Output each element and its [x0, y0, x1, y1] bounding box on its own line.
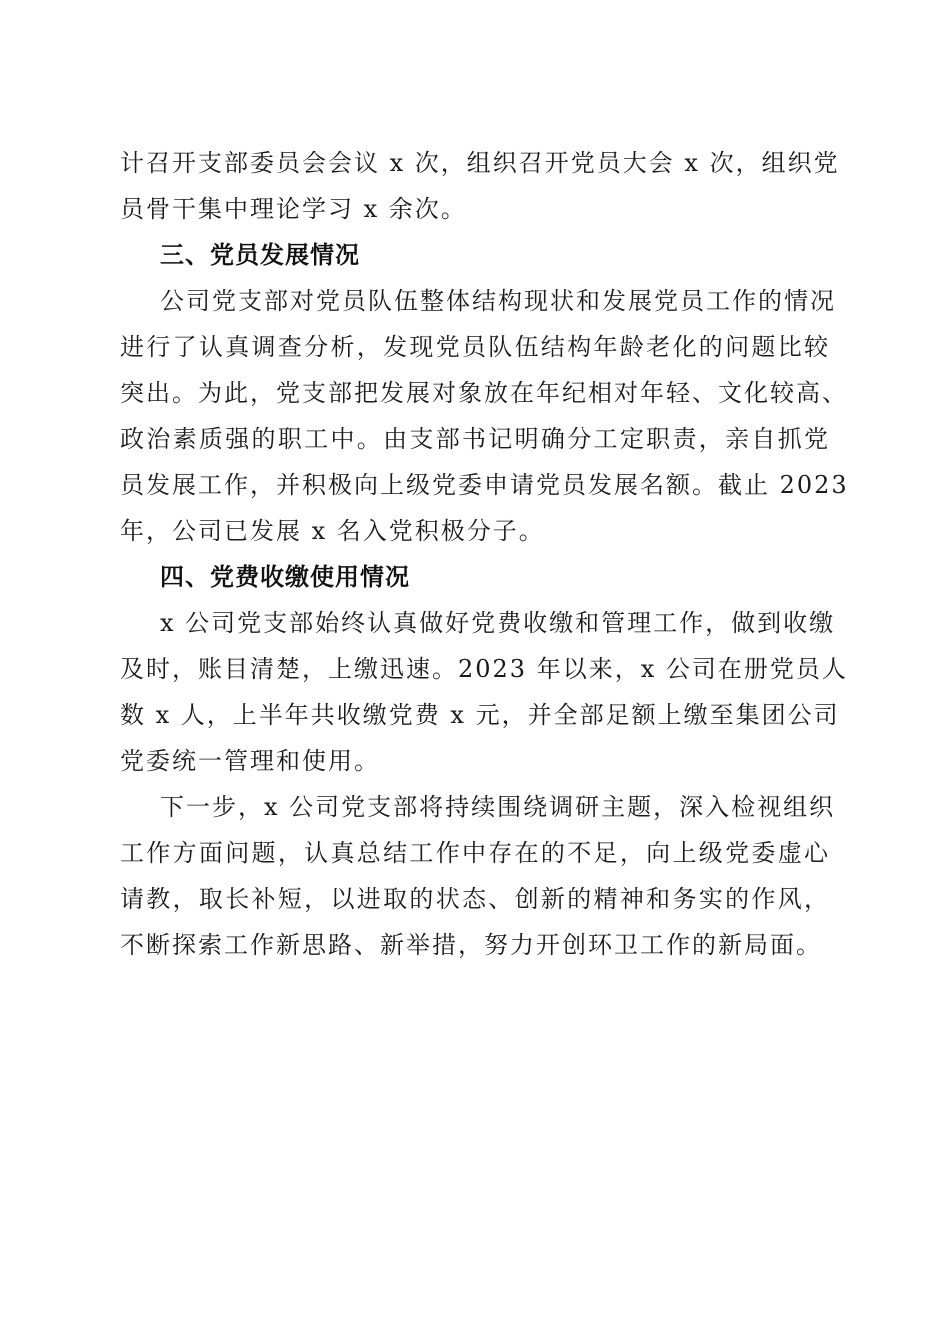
text-line: 数 x 人，上半年共收缴党费 x 元，并全部足额上缴至集团公司: [120, 701, 840, 729]
section-heading-party-dues: 四、党费收缴使用情况: [160, 563, 410, 591]
text-line: 突出。为此，党支部把发展对象放在年纪相对年轻、文化较高、: [120, 379, 848, 407]
text-line: x 公司党支部始终认真做好党费收缴和管理工作，做到收缴: [160, 609, 836, 637]
text-line: 计召开支部委员会会议 x 次，组织召开党员大会 x 次，组织党: [120, 149, 840, 177]
paragraph-member-development: [120, 278, 849, 554]
paragraph-next-steps: [120, 784, 836, 968]
text-line: 年，公司已发展 x 名入党积极分子。: [120, 517, 545, 545]
text-line: 公司党支部对党员队伍整体结构现状和发展党员工作的情况: [160, 287, 836, 315]
text-line: 及时，账目清楚，上缴迅速。2023 年以来，x 公司在册党员人: [120, 655, 848, 683]
text-line: 工作方面问题，认真总结工作中存在的不足，向上级党委虚心: [120, 839, 830, 867]
text-line: 不断探索工作新思路、新举措，努力开创环卫工作的新局面。: [120, 931, 822, 959]
paragraph-party-dues: [120, 600, 848, 784]
text-line: 党委统一管理和使用。: [120, 747, 380, 775]
text-line: 下一步，x 公司党支部将持续围绕调研主题，深入检视组织: [160, 793, 836, 821]
text-line: 请教，取长补短，以进取的状态、创新的精神和务实的作风，: [120, 885, 830, 913]
text-line: 员发展工作，并积极向上级党委申请党员发展名额。截止 2023: [120, 471, 849, 499]
paragraph-meetings: [120, 140, 840, 232]
text-line: 员骨干集中理论学习 x 余次。: [120, 195, 467, 223]
section-heading-member-development: 三、党员发展情况: [160, 241, 360, 269]
text-line: 进行了认真调查分析，发现党员队伍结构年龄老化的问题比较: [120, 333, 830, 361]
document-body: [120, 140, 849, 968]
text-line: 政治素质强的职工中。由支部书记明确分工定职责，亲自抓党: [120, 425, 830, 453]
